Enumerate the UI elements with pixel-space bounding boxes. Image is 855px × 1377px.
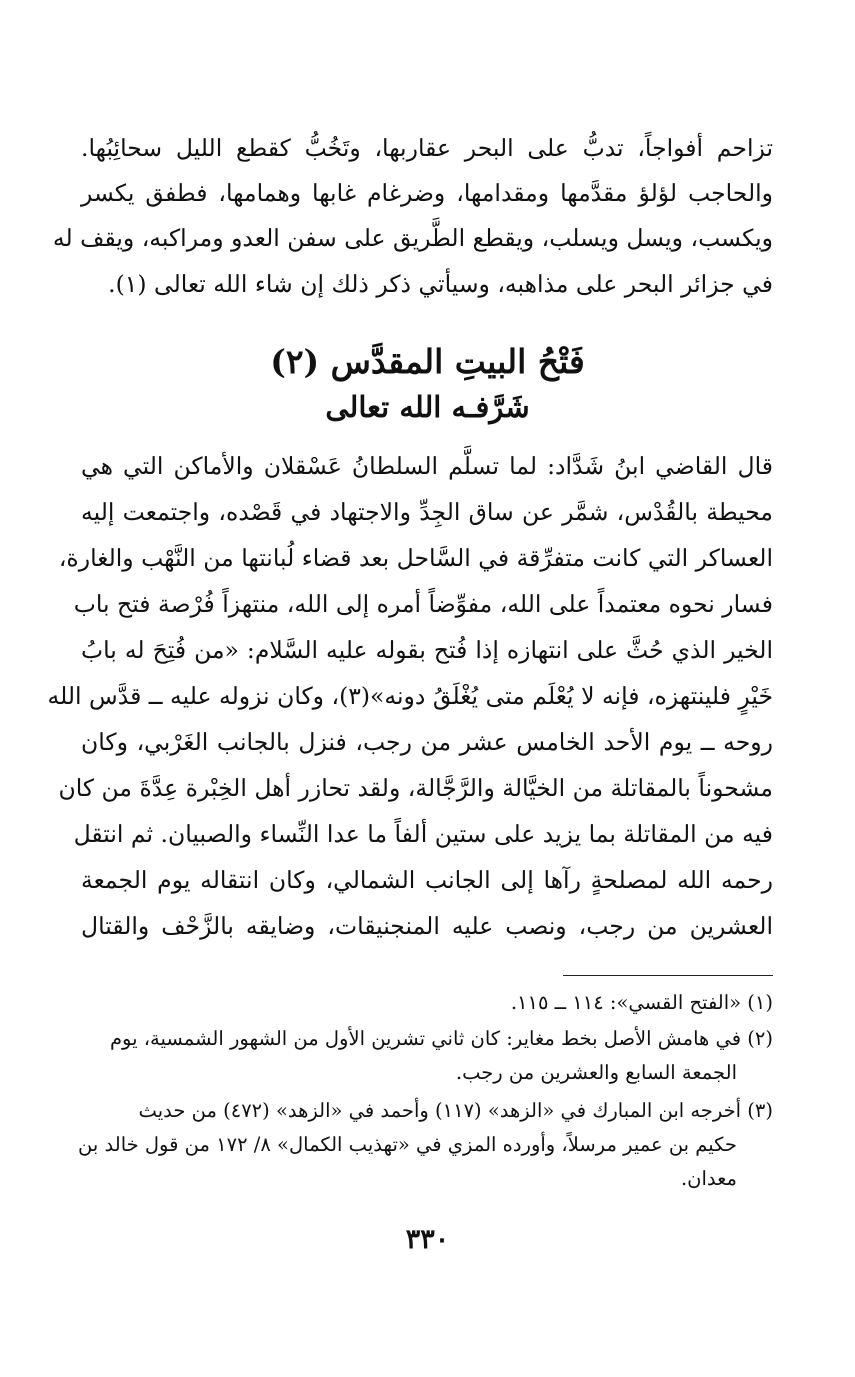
page-number: ٣٣٠ [405, 1224, 450, 1255]
footnote-divider [563, 975, 773, 976]
text-line: خَيْرٍ فلينتهزه، فإنه لا يُعْلَم متى يُغْلَقُ دونه»(٣)، وكان نزوله عليه ــ قدَّس الله [47, 682, 773, 710]
text-line: روحه ــ يوم الأحد الخامس عشر من رجب، فنزل بالجانب الغَرْبي، وكان [81, 728, 773, 756]
text-line: محيطة بالقُدْس، شمَّر عن ساق الجِدِّ والاجتهاد في قَصْده، واجتمعت إليه [81, 498, 773, 526]
text-line: فيه من المقاتلة بما يزيد على ستين ألفاً ما عدا النِّساء والصبيان. ثم انتقل [73, 820, 773, 848]
section-title: فَتْحُ البيتِ المقدَّس (٢) [270, 342, 585, 381]
text-line: مشحوناً بالمقاتلة من الخيَّالة والرَّجَّالة، ولقد تحازر أهل الخِبْرة عِدَّةَ من كان [58, 774, 773, 802]
footnote-3-line-1: (٣) أخرجه ابن المبارك في «الزهد» (١١٧) وأحمد في «الزهد» (٤٧٢) من حديث [138, 1099, 773, 1122]
text-line: فسار نحوه معتمداً على الله، مفوِّضاً أمره إلى الله، منتهزاً فُرْصة فتح باب [73, 590, 773, 618]
section-subtitle: شَرَّفـه الله تعالى [325, 390, 530, 424]
footnote-3-line-3: معدان. [680, 1167, 737, 1190]
footnote-1: (١) «الفتح القسي»: ١١٤ ــ ١١٥. [510, 991, 773, 1014]
footnote-2-line-1: (٢) في هامش الأصل بخط مغاير: كان ثاني تشرين الأول من الشهور الشمسية، يوم [109, 1027, 773, 1050]
text-line: في جزائر البحر على مذاهبه، وسيأتي ذكر ذلك إن شاء الله تعالى (١). [108, 270, 773, 298]
text-line: والحاجب لؤلؤ مقدَّمها ومقدامها، وضرغام غابها وهمامها، فطفق يكسر [81, 179, 773, 207]
text-line: رحمه الله لمصلحةٍ رآها إلى الجانب الشمالي، وكان انتقاله يوم الجمعة [81, 866, 773, 894]
text-line: ويكسب، ويسل ويسلب، ويقطع الطَّريق على سفن العدو ومراكبه، ويقف له [52, 224, 773, 252]
footnote-2-line-2: الجمعة السابع والعشرين من رجب. [455, 1061, 737, 1084]
footnote-3-line-2: حكيم بن عمير مرسلاً، وأورده المزي في «تهذيب الكمال» ٨/ ١٧٢ من قول خالد بن [78, 1133, 737, 1156]
text-line: العساكر التي كانت متفرِّقة في السَّاحل بعد قضاء لُبانتها من النَّهْب والغارة، [58, 544, 773, 572]
text-line: قال القاضي ابنُ شَدَّاد: لما تسلَّم السلطانُ عَسْقلان والأماكن التي هي [81, 452, 773, 480]
text-line: العشرين من رجب، ونصب عليه المنجنيقات، وضايقه بالزَّحْف والقتال [81, 912, 773, 940]
text-line: الخير الذي حُثَّ على انتهازه إذا فُتح بقوله عليه السَّلام: «من فُتِحَ له بابُ [81, 636, 773, 664]
text-line: تزاحم أفواجاً، تدبُّ على البحر عقاربها، وتَخُبُّ كقطع الليل سحائِبُها. [81, 134, 773, 162]
